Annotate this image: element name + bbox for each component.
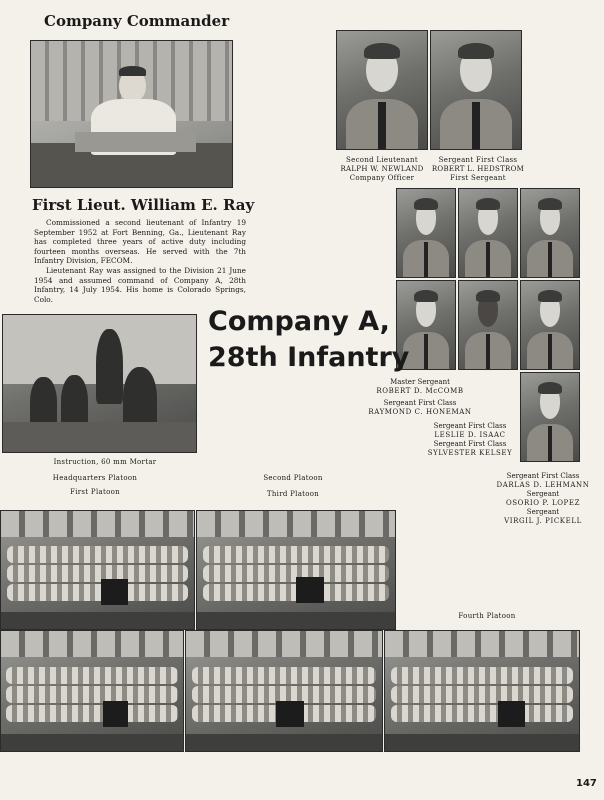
- hq-platoon-caption: Headquarters Platoon: [52, 474, 138, 482]
- group-photo-hq-platoon: [0, 510, 195, 630]
- portrait-mccomb: [396, 188, 456, 278]
- commander-bio: [34, 218, 246, 304]
- title-line-1: Company A,: [208, 306, 390, 337]
- portrait-lopez: [520, 280, 580, 370]
- mortar-photo: [2, 314, 197, 453]
- page-number: 147: [576, 778, 597, 789]
- officer-caption-left: Second Lieutenant RALPH W. NEWLAND Company Officer: [340, 156, 424, 182]
- bio-paragraph-1: Commissioned a second lieutenant of Infantry 19 September 1952 at Fort Benning, Ga., Lieutenant Ray has completed three years of active duty including fourteen months overseas. He served with the 7th Infantry Division, FECOM.: [34, 218, 246, 266]
- commander-photo: [30, 40, 233, 188]
- third-platoon-caption: Third Platoon: [266, 490, 320, 498]
- group-photo-fourth-platoon: [384, 630, 580, 752]
- first-platoon-caption: First Platoon: [70, 488, 120, 496]
- mortar-caption: Instruction, 60 mm Mortar: [53, 458, 157, 466]
- bio-paragraph-2: Lieutenant Ray was assigned to the Division 21 June 1954 and assumed command of Company A, 28th Infantry, 14 July 1954. His home is Colorado Springs, Colo.: [34, 265, 246, 304]
- roster-group-1: Master Sergeant ROBERT D. McCOMB Sergeant First Class RAYMOND C. HONEMAN: [368, 378, 472, 416]
- group-photo-third-platoon: [185, 630, 383, 752]
- roster-group-2: Sergeant First Class LESLIE D. ISAAC Sergeant First Class SYLVESTER KELSEY: [427, 422, 513, 457]
- roster-group-3: Sergeant First Class DARLAS D. LEHMANN Sergeant OSORIO P. LOPEZ Sergeant VIRGIL J. PICKELL: [496, 472, 590, 525]
- portrait-lehmann: [458, 280, 518, 370]
- group-photo-first-platoon: [196, 510, 396, 630]
- portrait-isaac: [520, 188, 580, 278]
- title-line-2: 28th Infantry: [208, 342, 410, 373]
- portrait-hedstrom: [430, 30, 522, 150]
- group-photo-second-platoon: [0, 630, 184, 752]
- officer-caption-right: Sergeant First Class ROBERT L. HEDSTROM First Sergeant: [431, 156, 525, 182]
- commander-name: First Lieut. William E. Ray: [32, 196, 255, 214]
- portrait-honeman: [458, 188, 518, 278]
- portrait-newland: [336, 30, 428, 150]
- section-heading: Company Commander: [44, 12, 230, 30]
- company-title: [208, 304, 409, 376]
- fourth-platoon-caption: Fourth Platoon: [458, 612, 516, 620]
- second-platoon-caption: Second Platoon: [263, 474, 323, 482]
